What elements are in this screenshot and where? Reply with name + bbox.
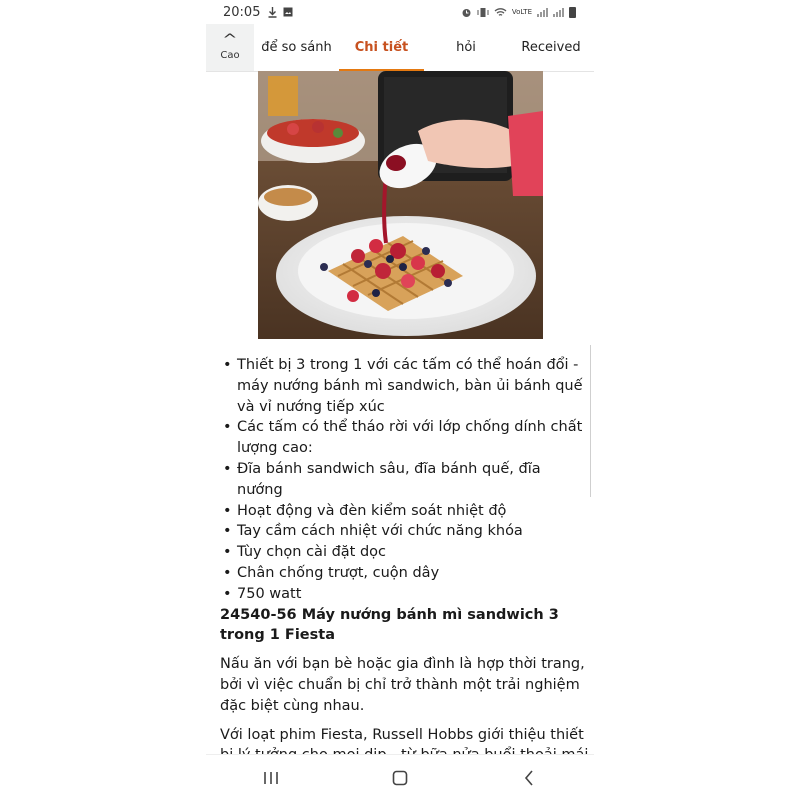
recent-apps-button[interactable] bbox=[241, 758, 301, 798]
list-item: • Các tấm có thể tháo rời với lớp chống dính chất lượng cao: bbox=[237, 417, 590, 459]
home-button[interactable] bbox=[370, 758, 430, 798]
list-item: • Tùy chọn cài đặt dọc bbox=[237, 542, 590, 563]
battery-icon bbox=[569, 7, 576, 18]
home-icon bbox=[392, 770, 408, 786]
description-paragraph: Với loạt phim Fiesta, Russell Hobbs giới thiệu thiết bbox=[220, 726, 584, 743]
tab-compare[interactable]: để so sánh bbox=[261, 40, 332, 55]
scroll-to-top-button[interactable] bbox=[206, 24, 254, 71]
tab-details[interactable]: Chi tiết bbox=[339, 24, 424, 71]
feature-list bbox=[220, 355, 590, 605]
network-type: VoLTE bbox=[511, 7, 532, 16]
alarm-icon bbox=[461, 7, 472, 18]
signal-2-icon bbox=[553, 8, 564, 17]
image-icon bbox=[283, 7, 293, 17]
system-nav-bar bbox=[206, 754, 594, 800]
vibrate-icon bbox=[477, 7, 489, 18]
scroll-to-top-label: Cao bbox=[220, 50, 240, 61]
list-item: • Hoạt động và đèn kiểm soát nhiệt độ bbox=[237, 501, 590, 522]
back-button[interactable] bbox=[499, 758, 559, 798]
product-heading: 24540-56 Máy nướng bánh mì sandwich 3 trong 1 Fiesta bbox=[220, 606, 559, 644]
product-details bbox=[220, 355, 590, 787]
tab-questions[interactable]: hỏi bbox=[456, 40, 476, 55]
recent-apps-icon bbox=[263, 771, 279, 785]
waffle-photo bbox=[258, 71, 543, 339]
chevron-up-icon: ^ bbox=[222, 32, 238, 48]
back-icon bbox=[524, 770, 534, 786]
list-item: • Chân chống trượt, cuộn dây bbox=[237, 563, 590, 584]
status-time: 20:05 bbox=[223, 4, 261, 20]
signal-icon bbox=[537, 8, 548, 17]
description-paragraph: Nấu ăn với bạn bè hoặc gia đình là hợp thời trang, bởi vì việc chuẩn bị chỉ trở thành một trải nghiệm đặc biệt cùng nhau. bbox=[220, 656, 585, 714]
tab-received[interactable]: Received bbox=[521, 40, 581, 55]
list-item: • Tay cầm cách nhiệt với chức năng khóa bbox=[237, 521, 590, 542]
list-item: • 750 watt bbox=[237, 584, 590, 605]
scrollbar[interactable] bbox=[590, 345, 591, 497]
wifi-icon bbox=[494, 7, 507, 18]
product-image bbox=[258, 71, 543, 339]
section-tab-bar bbox=[206, 24, 594, 72]
download-icon bbox=[268, 7, 277, 18]
status-bar bbox=[206, 0, 594, 24]
list-item: • Thiết bị 3 trong 1 với các tấm có thể hoán đổi - máy nướng bánh mì sandwich, bàn ủi bánh quế và vỉ nướng tiếp xúc bbox=[237, 355, 590, 417]
phone-screen bbox=[206, 0, 594, 800]
list-item: • Đĩa bánh sandwich sâu, đĩa bánh quế, đĩa nướng bbox=[237, 459, 590, 501]
